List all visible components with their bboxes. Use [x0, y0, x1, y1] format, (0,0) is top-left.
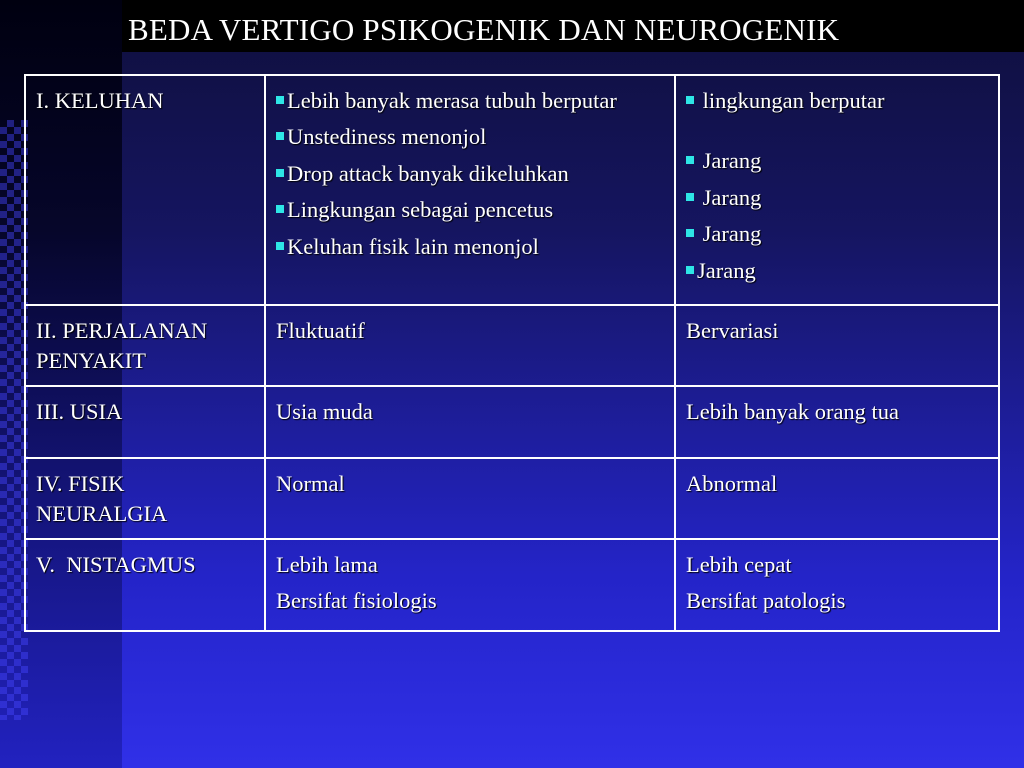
neurogenik-cell	[675, 75, 999, 305]
item-text: Lebih banyak merasa tubuh berputar	[287, 88, 617, 113]
neurogenik-cell	[675, 458, 999, 539]
table-row	[25, 305, 999, 386]
item-text: Unstediness menonjol	[287, 124, 487, 150]
row-label-cell	[25, 75, 265, 305]
list-item	[276, 86, 666, 116]
cell-text: Fluktuatif	[276, 318, 365, 343]
cell-text: Abnormal	[686, 470, 778, 496]
row-label: III. USIA	[36, 398, 123, 424]
psikogenik-cell	[265, 539, 675, 632]
psikogenik-cell	[265, 386, 675, 458]
item-text: Jarang	[702, 184, 762, 210]
row-label-cell	[25, 458, 265, 539]
square-bullet-icon	[276, 96, 284, 104]
item-text: Jarang	[702, 148, 762, 174]
item-text: lingkungan berputar	[702, 88, 885, 113]
square-bullet-icon	[276, 169, 284, 177]
list-item	[276, 122, 666, 152]
cell-text: Normal	[276, 470, 345, 496]
row-label: I. KELUHAN	[36, 88, 164, 113]
table-row	[25, 458, 999, 539]
cell-text: Bersifat fisiologis	[276, 587, 437, 613]
list-item	[276, 232, 666, 262]
item-text: Jarang	[697, 257, 756, 283]
square-bullet-icon	[686, 96, 694, 104]
list-item	[276, 195, 666, 225]
slide-title: BEDA VERTIGO PSIKOGENIK DAN NEUROGENIK	[128, 12, 840, 47]
neurogenik-cell	[675, 539, 999, 632]
square-bullet-icon	[686, 193, 694, 201]
neurogenik-cell	[675, 305, 999, 386]
list-item	[276, 159, 666, 189]
cell-text: Lebih lama	[276, 551, 378, 577]
neurogenik-cell	[675, 386, 999, 458]
list-item	[686, 86, 990, 116]
list-item	[686, 219, 990, 249]
table-row	[25, 539, 999, 632]
square-bullet-icon	[686, 156, 694, 164]
list-item	[686, 146, 990, 176]
square-bullet-icon	[276, 205, 284, 213]
comparison-table	[24, 74, 1000, 632]
item-text: Keluhan fisik lain menonjol	[287, 233, 539, 259]
square-bullet-icon	[276, 132, 284, 140]
row-label-cell	[25, 386, 265, 458]
square-bullet-icon	[686, 229, 694, 237]
item-text: Jarang	[702, 221, 762, 247]
list-item	[686, 183, 990, 213]
cell-text: Lebih banyak orang tua	[686, 398, 900, 424]
psikogenik-cell	[265, 75, 675, 305]
cell-text: Lebih cepat	[686, 551, 792, 577]
cell-text: Bersifat patologis	[686, 587, 846, 613]
table-row	[25, 75, 999, 305]
psikogenik-cell	[265, 458, 675, 539]
item-text: Drop attack banyak dikeluhkan	[287, 160, 569, 186]
row-label-cell	[25, 539, 265, 632]
row-label: V. NISTAGMUS	[36, 551, 196, 577]
cell-text: Bervariasi	[686, 318, 779, 343]
row-label: II. PERJALANAN PENYAKIT	[36, 318, 208, 374]
spacer	[686, 122, 990, 146]
square-bullet-icon	[276, 242, 284, 250]
item-text: Lingkungan sebagai pencetus	[287, 197, 554, 223]
list-item	[686, 256, 990, 286]
row-label: IV. FISIK NEURALGIA	[36, 470, 168, 527]
square-bullet-icon	[686, 266, 694, 274]
psikogenik-cell	[265, 305, 675, 386]
table-row	[25, 386, 999, 458]
row-label-cell	[25, 305, 265, 386]
cell-text: Usia muda	[276, 398, 373, 424]
